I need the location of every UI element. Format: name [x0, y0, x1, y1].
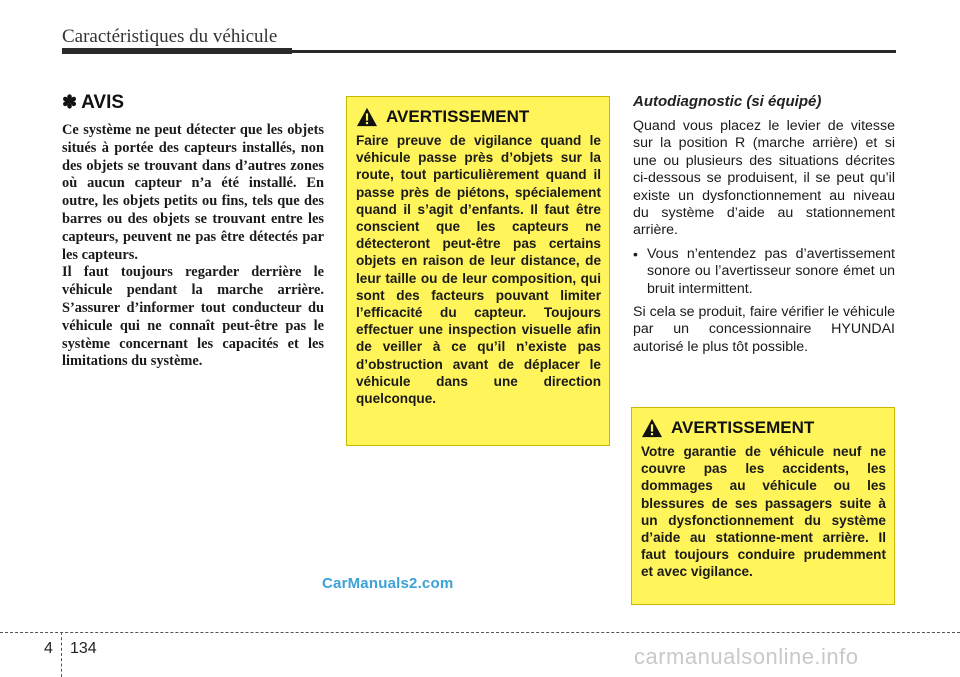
autodiagnostic-paragraph-2: Si cela se produit, faire vérifier le véhicule par un concessionnaire HYUNDAI autorisé le plus tôt possible. — [633, 304, 895, 355]
warning-text-2: Votre garantie de véhicule neuf ne couvre pas les accidents, les dommages au véhicule ou les blessures de ses passagers suite à un dysfonctionnement du système d’aide au stationne-ment arrière. Il faut toujours conduire prudemment et avec vigilance. — [641, 444, 886, 580]
star-icon: ✽ — [62, 92, 78, 112]
watermark-carmanualsonline[interactable]: carmanualsonline.info — [634, 644, 859, 669]
page-number: 134 — [70, 640, 97, 657]
warning-box-1 — [346, 96, 610, 446]
avis-title: AVIS — [81, 92, 125, 113]
section-title: Caractéristiques du véhicule — [62, 26, 278, 47]
avis-section — [62, 92, 324, 371]
autodiagnostic-section — [633, 93, 895, 362]
autodiagnostic-paragraph-1: Quand vous placez le levier de vitesse sur la position R (marche arrière) et si une ou plusieurs des situations décrites ci-dessous se produisent, il se peut qu’il existe un dysfonctionnement au niveau du système d’aide au stationnement arrière. — [633, 118, 895, 239]
footer-divider — [61, 632, 62, 677]
warning-box-2 — [631, 407, 895, 605]
bullet-text: Vous n’entendez pas d’avertissement sonore ou l’avertisseur sonore émet un bruit intermittent. — [647, 245, 895, 297]
footer-rule — [0, 632, 960, 633]
avis-paragraph-1: Ce système ne peut détecter que les objets situés à portée des capteurs installés, non des objets se trouvant dans d’autres zones où aucun capteur n’a été installé. En outre, les objets petits ou fins, tels que des barres ou des objets se trouvant entre les capteurs, peuvent ne pas être détectés par les capteurs. — [62, 122, 324, 263]
header-rule — [62, 50, 896, 53]
warning-heading-1 — [356, 107, 601, 127]
warning-text-1: Faire preuve de vigilance quand le véhicule passe près d’objets sur la route, tout particulièrement quand il passe près de piétons, spécialement quand il s’agit d’enfants. Il faut être conscient que les capteurs ne détecteront peut-être pas certains objets en raison de leur distance, de leur taille ou de leur composition, qui sont des facteurs pouvant limiter l’efficacité du capteur. Toujours effectuer une inspection visuelle afin de veiller à ce qu’il n’existe pas d’obstruction avant de déplacer le véhicule dans une direction quelconque. — [356, 133, 601, 407]
watermark-carmanuals2[interactable]: CarManuals2.com — [322, 575, 454, 592]
avis-heading — [62, 92, 324, 114]
warning-title-1: AVERTISSEMENT — [386, 107, 530, 126]
bullet-marker: • — [633, 245, 638, 262]
bullet-item — [633, 246, 895, 298]
chapter-number: 4 — [44, 640, 53, 657]
warning-triangle-icon — [356, 107, 378, 127]
warning-title-2: AVERTISSEMENT — [671, 418, 815, 437]
avis-paragraph-2: Il faut toujours regarder derrière le véhicule pendant la marche arrière. S’assurer d’informer tout conducteur du véhicule qui ne connaît peut-être pas le système concernant les capacités et les limitations du système. — [62, 264, 324, 370]
warning-heading-2 — [641, 418, 886, 438]
autodiagnostic-title: Autodiagnostic (si équipé) — [633, 93, 822, 110]
warning-triangle-icon — [641, 418, 663, 438]
